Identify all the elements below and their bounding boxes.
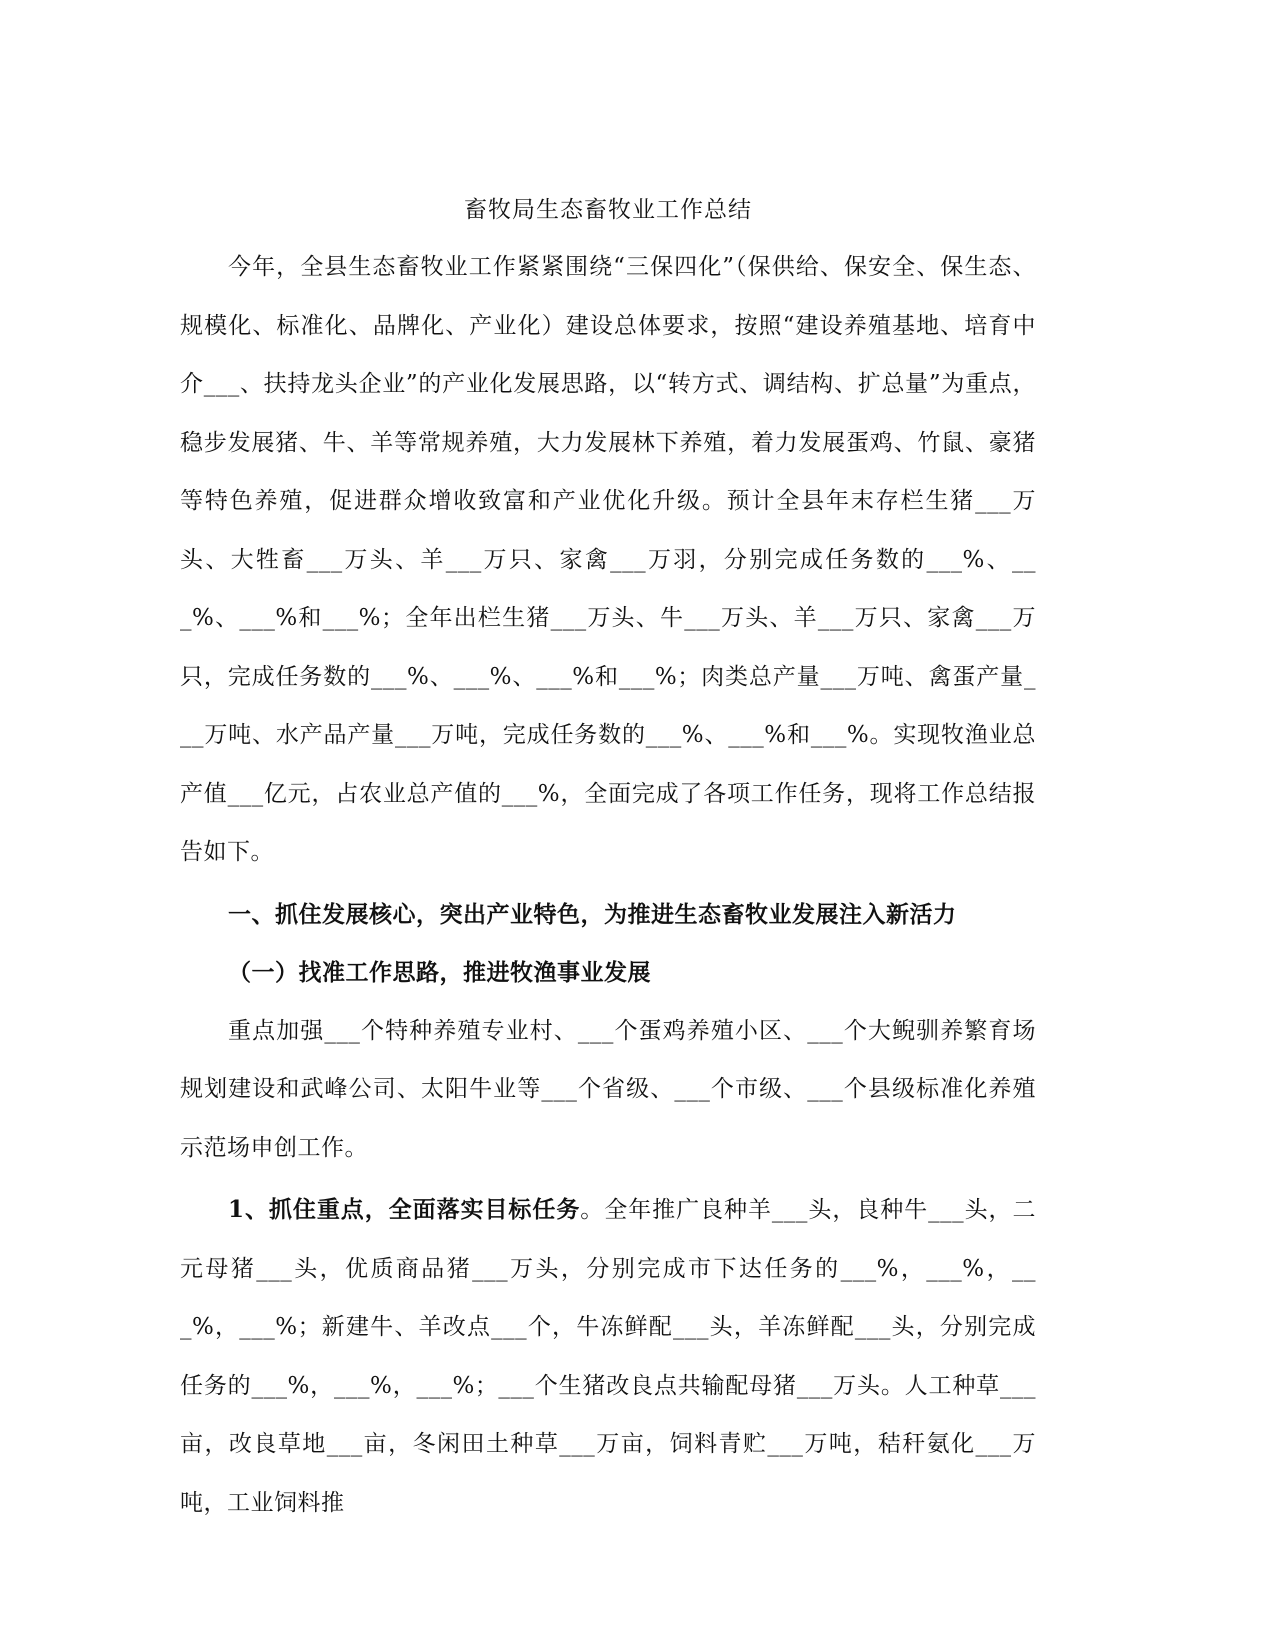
subsection-heading-1: （一）找准工作思路，推进牧渔事业发展	[228, 958, 651, 986]
point-paragraph-1	[180, 1181, 1036, 1532]
section-heading-1: 一、抓住发展核心，突出产业特色，为推进生态畜牧业发展注入新活力	[228, 900, 957, 928]
document-page	[180, 182, 1036, 1532]
point-lead-1: 1、抓住重点，全面落实目标任务	[228, 1196, 581, 1223]
intro-paragraph: 今年，全县生态畜牧业工作紧紧围绕“三保四化”（保供给、保安全、保生态、规模化、标准化、品牌化、产业化）建设总体要求，按照“建设养殖基地、培育中介___、扶持龙头企业”的产业化发展思路，以“转方式、调结构、扩总量”为重点，稳步发展猪、牛、羊等常规养殖，大力发展林下养殖，着力发展蛋鸡、竹鼠、豪猪等特色养殖，促进群众增收致富和产业优化升级。预计全县年末存栏生猪___万头、大牲畜___万头、羊___万只、家禽___万羽，分别完成任务数的___%、___%、___%和___%；全年出栏生猪___万头、牛___万头、羊___万只、家禽___万只，完成任务数的___%、___%、___%和___%；肉类总产量___万吨、禽蛋产量___万吨、水产品产量___万吨，完成任务数的___%、___%和___%。实现牧渔业总产值___亿元，占农业总产值的___%，全面完成了各项工作任务，现将工作总结报告如下。	[180, 254, 1036, 865]
subsection-paragraph-1: 重点加强___个特种养殖专业村、___个蛋鸡养殖小区、___个大鲵驯养繁育场规划建设和武峰公司、太阳牛业等___个省级、___个市级、___个县级标准化养殖示范场申创工作。	[180, 1017, 1036, 1161]
document-title: 畜牧局生态畜牧业工作总结	[464, 197, 752, 223]
point-body-1: 。全年推广良种羊___头，良种牛___头，二元母猪___头，优质商品猪___万头，分别完成市下达任务的___%，___%，___%，___%；新建牛、羊改点___个，牛冻鲜配___头，羊冻鲜配___头，分别完成任务的___%，___%，___%；___个生猪改良点共输配母猪___万头。人工种草___亩，改良草地___亩，冬闲田土种草___万亩，饲料青贮___万吨，秸秆氨化___万吨，工业饲料推	[180, 1197, 1036, 1516]
